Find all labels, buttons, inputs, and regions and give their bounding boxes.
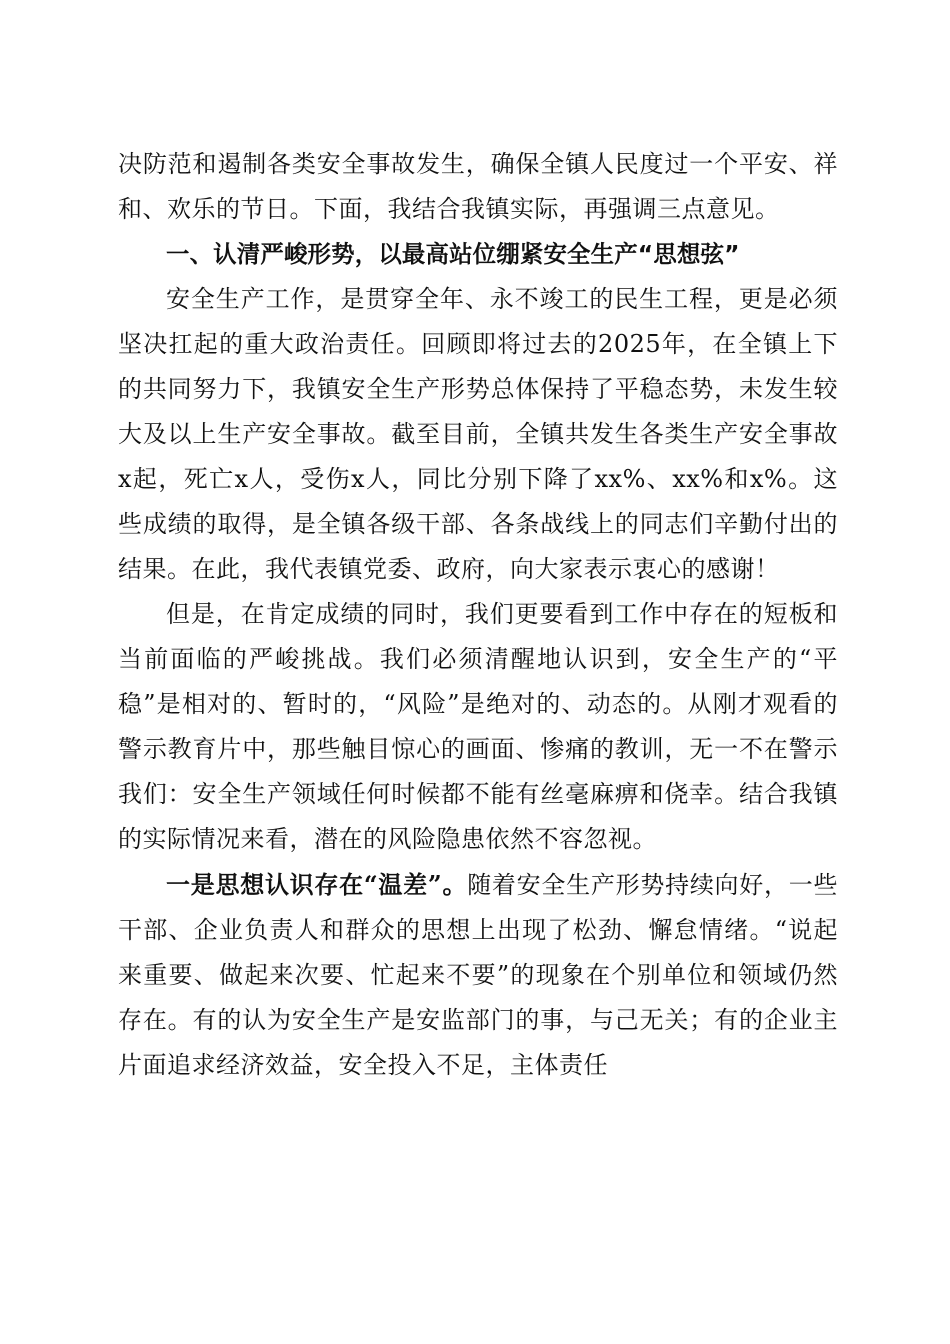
point-one-lead: 一是思想认识存在“温差”。 xyxy=(166,870,468,899)
point-one-body: 随着安全生产形势持续向好，一些干部、企业负责人和群众的思想上出现了松劲、懈怠情绪。“说起来重要、做起来次要、忙起来不要”的现象在个别单位和领域仍然存在。有的认为安全生产是安监部门的事，与己无关；有的企业主片面追求经济效益，安全投入不足，主体责任 xyxy=(118,871,839,1079)
paragraph-continuation: 决防范和遏制各类安全事故发生，确保全镇人民度过一个平安、祥和、欢乐的节日。下面，我结合我镇实际，再强调三点意见。 xyxy=(118,150,838,223)
document-body xyxy=(118,142,838,1088)
paragraph-point-one xyxy=(118,862,838,1088)
paragraph-challenges: 但是，在肯定成绩的同时，我们更要看到工作中存在的短板和当前面临的严峻挑战。我们必须清醒地认识到，安全生产的“平稳”是相对的、暂时的，“风险”是绝对的、动态的。从刚才观看的警示教育片中，那些触目惊心的画面、惨痛的教训，无一不在警示我们：安全生产领域任何时候都不能有丝毫麻痹和侥幸。结合我镇的实际情况来看，潜在的风险隐患依然不容忽视。 xyxy=(118,600,838,853)
paragraph-achievements: 安全生产工作，是贯穿全年、永不竣工的民生工程，更是必须坚决扛起的重大政治责任。回顾即将过去的2025年，在全镇上下的共同努力下，我镇安全生产形势总体保持了平稳态势，未发生较大及以上生产安全事故。截至目前，全镇共发生各类生产安全事故x起，死亡x人，受伤x人，同比分别下降了xx%、xx%和x%。这些成绩的取得，是全镇各级干部、各条战线上的同志们辛勤付出的结果。在此，我代表镇党委、政府，向大家表示衷心的感谢！ xyxy=(118,285,838,583)
section-heading: 一、认清严峻形势，以最高站位绷紧安全生产“思想弦” xyxy=(166,240,740,268)
